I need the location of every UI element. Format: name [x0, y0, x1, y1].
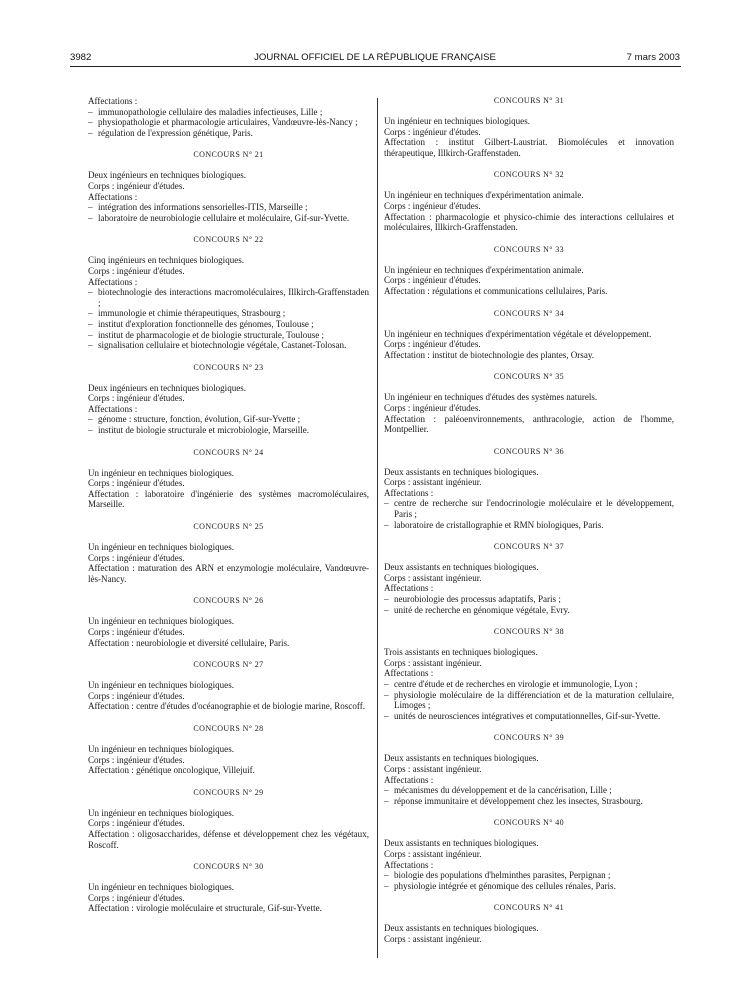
body-line: Un ingénieur en techniques d'expérimentation végétale et développement. — [384, 328, 652, 339]
affectation-item: – immunopathologie cellulaire des maladies infectieuses, Lille ; — [88, 107, 369, 118]
concours-heading: CONCOURS N° 35 — [493, 372, 565, 382]
body-line: Corps : ingénieur d'études. — [384, 339, 481, 350]
concours-heading: CONCOURS N° 22 — [193, 235, 264, 245]
body-line: Corps : assistant ingénieur. — [384, 572, 482, 583]
affectation-text: Affectation : virologie moléculaire et structurale, Gif-sur-Yvette. — [88, 903, 322, 914]
body-line: Un ingénieur en techniques biologiques. — [88, 467, 234, 478]
affectation-text: Affectation : maturation des ARN et enzymologie moléculaire, Vandœuvre-lès-Nancy. — [88, 563, 369, 584]
affectations-label: Affectations : — [88, 96, 138, 106]
affectation-text: Affectation : régulations et communications cellulaires, Paris. — [384, 285, 608, 296]
concours-block — [384, 733, 674, 806]
concours-block — [88, 522, 369, 584]
concours-block — [384, 245, 674, 297]
concours-heading: CONCOURS N° 33 — [493, 244, 565, 254]
body-line: Un ingénieur en techniques biologiques. — [88, 616, 234, 627]
concours-heading: CONCOURS N° 36 — [493, 446, 565, 456]
body-line: Deux assistants en techniques biologiques. — [384, 562, 539, 573]
affectations-label: Affectations : — [384, 774, 434, 785]
concours-heading: CONCOURS N° 21 — [193, 150, 264, 160]
affectations-label: Affectations : — [88, 403, 138, 414]
publication-date: 7 mars 2003 — [626, 52, 680, 63]
body-line: Deux assistants en techniques biologiques. — [384, 838, 539, 849]
concours-heading: CONCOURS N° 30 — [193, 862, 264, 872]
concours-block — [384, 309, 674, 361]
body-line: Corps : ingénieur d'études. — [88, 478, 185, 489]
body-line: Corps : ingénieur d'études. — [88, 690, 185, 701]
body-line: Corps : ingénieur d'études. — [88, 754, 185, 765]
body-line: Corps : ingénieur d'études. — [88, 393, 185, 404]
body-line: Corps : ingénieur d'études. — [384, 200, 481, 211]
affectation-text: Affectation : laboratoire d'ingénierie des systèmes macromoléculaires, Marseille. — [88, 488, 369, 510]
body-line: Corps : assistant ingénieur. — [384, 848, 482, 859]
body-line: Trois assistants en techniques biologiques. — [384, 647, 538, 658]
concours-heading: CONCOURS N° 31 — [493, 96, 565, 105]
body-line: Deux assistants en techniques biologiques. — [384, 466, 539, 477]
affectation-item: – intégration des informations sensorielles-ITIS, Marseille ; — [88, 202, 369, 213]
concours-block — [88, 788, 369, 850]
affectation-text: Affectation : génétique oncologique, Villejuif. — [88, 765, 255, 776]
body-line: Corps : assistant ingénieur. — [384, 763, 482, 774]
concours-block — [384, 818, 674, 891]
right-column — [384, 96, 674, 945]
concours-block — [88, 724, 369, 776]
body-line: Un ingénieur en techniques biologiques. — [88, 807, 234, 818]
affectation-item: – immunologie et chimie thérapeutiques, Strasbourg ; — [88, 308, 369, 319]
concours-heading: CONCOURS N° 32 — [493, 170, 565, 180]
body-line: Corps : ingénieur d'études. — [88, 627, 185, 637]
concours-block — [88, 96, 369, 138]
body-line: Corps : ingénieur d'études. — [88, 892, 185, 903]
affectation-text: Affectation : institut Gilbert-Laustriat. Biomolécules et innovation thérapeutique, Illkirch-Graffenstaden. — [384, 137, 674, 158]
journal-title: JOURNAL OFFICIEL DE LA RÉPUBLIQUE FRANÇAISE — [254, 52, 496, 63]
affectation-item: – régulation de l'expression génétique, Paris. — [88, 128, 369, 139]
concours-heading: CONCOURS N° 39 — [493, 733, 565, 743]
concours-heading: CONCOURS N° 27 — [193, 660, 264, 670]
affectation-text: Affectation : institut de biotechnologie des plantes, Orsay. — [384, 349, 595, 360]
affectation-item: – physiologie moléculaire de la différenciation et de la maturation cellulaire, Limoges ; — [384, 690, 674, 711]
affectation-item: – laboratoire de cristallographie et RMN biologiques, Paris. — [384, 520, 674, 531]
concours-block — [384, 170, 674, 232]
concours-heading: CONCOURS N° 38 — [493, 627, 565, 637]
affectations-label: Affectations : — [384, 487, 434, 498]
body-line: Deux assistants en techniques biologiques. — [384, 753, 539, 764]
body-line: Un ingénieur en techniques d'expérimentation animale. — [384, 190, 584, 201]
concours-block — [384, 447, 674, 531]
body-line: Cinq ingénieurs en techniques biologiques. — [88, 255, 245, 266]
affectation-item: – neurobiologie des processus adaptatifs, Paris ; — [384, 594, 674, 605]
body-line: Corps : ingénieur d'études. — [384, 275, 481, 286]
affectation-item: – centre d'étude et de recherches en virologie et immunologie, Lyon ; — [384, 679, 674, 690]
concours-heading: CONCOURS N° 29 — [193, 787, 264, 797]
affectation-item: – unités de neurosciences intégratives et computationnelles, Gif-sur-Yvette. — [384, 711, 674, 722]
affectations-label: Affectations : — [88, 276, 138, 287]
body-line: Un ingénieur en techniques biologiques. — [88, 542, 234, 553]
concours-block — [88, 448, 369, 510]
body-line: Deux assistants en techniques biologiques. — [384, 923, 539, 934]
affectation-item: – génome : structure, fonction, évolution, Gif-sur-Yvette ; — [88, 414, 369, 425]
concours-block — [88, 862, 369, 914]
affectation-item: – signalisation cellulaire et biotechnologie végétale, Castanet-Tolosan. — [88, 340, 369, 351]
concours-heading: CONCOURS N° 37 — [493, 542, 565, 552]
body-line: Corps : assistant ingénieur. — [384, 657, 482, 668]
affectation-item: – centre de recherche sur l'endocrinologie moléculaire et le développement, Paris ; — [384, 498, 674, 519]
affectations-label: Affectations : — [384, 859, 434, 870]
concours-heading: CONCOURS N° 24 — [193, 447, 264, 457]
concours-block — [88, 660, 369, 712]
left-column — [88, 96, 369, 914]
concours-block — [384, 96, 674, 158]
body-line: Un ingénieur en techniques biologiques. — [88, 680, 234, 691]
body-line: Un ingénieur en techniques d'expérimentation animale. — [384, 264, 584, 275]
concours-heading: CONCOURS N° 28 — [193, 723, 264, 733]
concours-heading: CONCOURS N° 26 — [193, 596, 264, 606]
concours-heading: CONCOURS N° 40 — [493, 818, 565, 828]
concours-heading: CONCOURS N° 34 — [493, 308, 565, 318]
header-rule — [70, 66, 681, 67]
body-line: Un ingénieur en techniques biologiques. — [88, 743, 234, 754]
affectation-item: – laboratoire de neurobiologie cellulaire et moléculaire, Gif-sur-Yvette. — [88, 213, 369, 224]
concours-block — [88, 596, 369, 648]
affectation-text: Affectation : oligosaccharides, défense et développement chez les végétaux, Roscoff. — [88, 828, 369, 850]
concours-heading: CONCOURS N° 41 — [493, 903, 565, 913]
body-line: Corps : assistant ingénieur. — [384, 933, 482, 944]
affectation-item: – physiologie intégrée et génomique des cellules rénales, Paris. — [384, 881, 674, 892]
affectation-item: – physiopathologie et pharmacologie articulaires, Vandœuvre-lès-Nancy ; — [88, 117, 369, 128]
affectation-item: – biologie des populations d'helminthes parasites, Perpignan ; — [384, 870, 674, 881]
affectation-text: Affectation : paléoenvironnements, anthracologie, action de l'homme, Montpellier. — [384, 413, 674, 435]
affectations-label: Affectations : — [88, 191, 138, 202]
affectation-text: Affectation : pharmacologie et physico-chimie des interactions cellulaires et moléculaires, Illkirch-Graffenstaden. — [384, 211, 674, 233]
affectations-label: Affectations : — [384, 583, 434, 594]
affectation-text: Affectation : centre d'études d'océanographie et de biologie marine, Roscoff. — [88, 701, 365, 712]
concours-block — [384, 372, 674, 434]
body-line: Corps : ingénieur d'études. — [384, 402, 481, 413]
body-line: Corps : ingénieur d'études. — [384, 126, 481, 137]
column-separator — [377, 98, 378, 958]
body-line: Un ingénieur en techniques biologiques. — [384, 116, 530, 126]
affectation-item: – institut de biologie structurale et microbiologie, Marseille. — [88, 425, 369, 436]
concours-block — [88, 363, 369, 436]
page-number: 3982 — [70, 52, 92, 63]
body-line: Corps : ingénieur d'études. — [88, 552, 185, 563]
body-line: Deux ingénieurs en techniques biologiques. — [88, 170, 247, 181]
concours-block — [88, 150, 369, 223]
body-line: Corps : ingénieur d'études. — [88, 180, 185, 191]
concours-heading: CONCOURS N° 25 — [193, 522, 264, 532]
body-line: Corps : assistant ingénieur. — [384, 477, 482, 488]
affectation-item: – institut de pharmacologie et de biologie structurale, Toulouse ; — [88, 330, 369, 341]
concours-heading: CONCOURS N° 23 — [193, 362, 264, 372]
body-line: Corps : ingénieur d'études. — [88, 818, 185, 829]
concours-block — [88, 235, 369, 350]
affectation-item: – mécanismes du développement et de la cancérisation, Lille ; — [384, 785, 674, 796]
affectation-item: – réponse immunitaire et développement chez les insectes, Strasbourg. — [384, 796, 674, 807]
affectation-text: Affectation : neurobiologie et diversité cellulaire, Paris. — [88, 637, 290, 648]
body-line: Deux ingénieurs en techniques biologiques. — [88, 382, 247, 393]
concours-block — [384, 903, 674, 944]
body-line: Un ingénieur en techniques d'études des systèmes naturels. — [384, 392, 598, 403]
concours-block — [384, 627, 674, 721]
concours-block — [384, 542, 674, 615]
affectation-item: – unité de recherche en génomique végétale, Evry. — [384, 605, 674, 616]
affectations-label: Affectations : — [384, 668, 434, 679]
body-line: Un ingénieur en techniques biologiques. — [88, 882, 234, 893]
affectation-item: – biotechnologie des interactions macromoléculaires, Illkirch-Graffenstaden ; — [88, 287, 369, 308]
affectation-item: – institut d'exploration fonctionnelle des génomes, Toulouse ; — [88, 319, 369, 330]
body-line: Corps : ingénieur d'études. — [88, 265, 185, 276]
